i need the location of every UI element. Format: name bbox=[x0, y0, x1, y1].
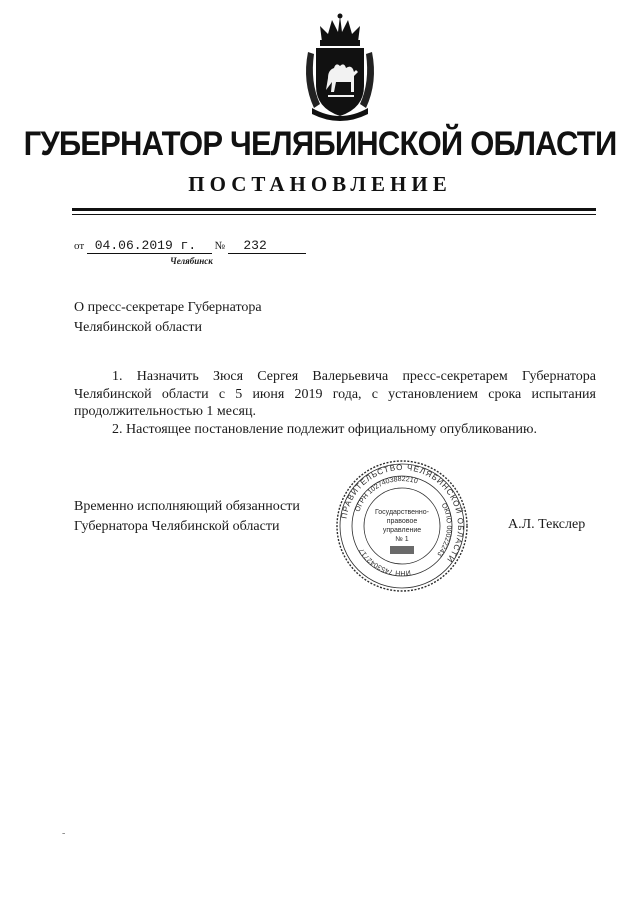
official-seal-stamp bbox=[334, 458, 470, 594]
seal-okpo-text: ОКПО 00022243 bbox=[435, 502, 453, 558]
header-divider-thin bbox=[72, 214, 596, 215]
org-title: ГУБЕРНАТОР ЧЕЛЯБИНСКОЙ ОБЛАСТИ bbox=[23, 123, 617, 164]
seal-outer-text: ПРАВИТЕЛЬСТВО ЧЕЛЯБИНСКОЙ ОБЛАСТИ bbox=[339, 462, 466, 565]
signatory-position bbox=[74, 497, 300, 537]
document-subject bbox=[74, 298, 262, 338]
seal-ogrn-text: ОГРН 1027403882210 bbox=[354, 475, 419, 513]
chelyabinsk-region-coat-of-arms-icon bbox=[298, 12, 382, 122]
body-item: 2. Настоящее постановление подлежит официальному опубликованию. bbox=[112, 421, 537, 437]
signatory-position-line: Губернатора Челябинской области bbox=[74, 519, 280, 534]
seal-center-line: правовое bbox=[386, 518, 418, 525]
document-date: 04.06.2019 г. bbox=[87, 238, 212, 254]
document-number: 232 bbox=[228, 238, 306, 254]
document-body bbox=[74, 368, 596, 438]
seal-center-line: Государственно- bbox=[374, 509, 430, 516]
subject-line: Челябинской области bbox=[74, 320, 202, 335]
seal-inn-text: ИНН 7453042717 bbox=[358, 546, 412, 577]
subject-line: О пресс-секретаре Губернатора bbox=[74, 300, 262, 315]
signatory-position-line: Временно исполняющий обязанности bbox=[74, 499, 300, 514]
document-city: Челябинск bbox=[170, 256, 213, 266]
svg-text:ОКПО 00022243 bbox=[435, 502, 452, 557]
header-divider-thick bbox=[72, 208, 596, 211]
document-type: ПОСТАНОВЛЕНИЕ bbox=[188, 172, 452, 196]
date-prefix: от bbox=[74, 240, 85, 252]
seal-center-line: управление bbox=[382, 527, 422, 534]
page-mark: - bbox=[62, 828, 66, 839]
registration-line bbox=[74, 238, 306, 254]
number-prefix: № bbox=[214, 240, 226, 252]
seal-center-line: № 1 bbox=[395, 536, 409, 543]
signatory-name: А.Л. Текслер bbox=[508, 517, 586, 532]
body-item: 1. Назначить Зюся Сергея Валерьевича пресс-секретарем Губернатора Челябинской области с 5 июня 2019 года, с установлением срока испытания продолжительностью 1 месяц. bbox=[74, 369, 596, 419]
